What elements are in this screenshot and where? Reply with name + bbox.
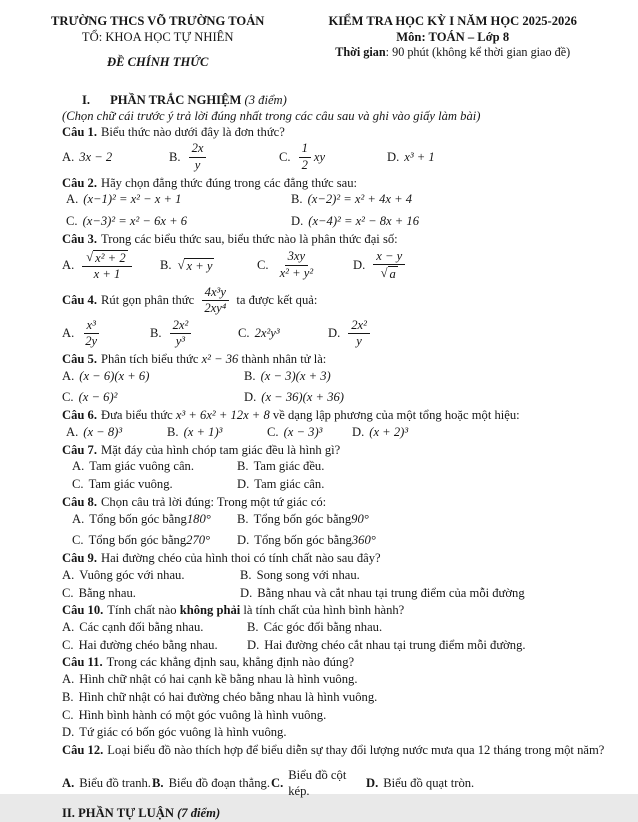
- time-value: : 90 phút (không kể thời gian giao đề): [385, 45, 571, 60]
- option-key: A.: [66, 424, 79, 439]
- math-fraction: [348, 319, 370, 349]
- option-key: D.: [240, 585, 253, 600]
- option: [238, 326, 328, 342]
- math-text: (x−1)² = x² − x + 1: [83, 192, 182, 207]
- question: [62, 176, 612, 230]
- option-key: B.: [152, 775, 164, 790]
- math-text: 2xy⁴: [204, 301, 227, 316]
- math-text: 3x − 2: [79, 149, 113, 164]
- section-2-points: (7 điểm): [173, 806, 221, 821]
- question: [62, 655, 612, 741]
- questions: [62, 125, 612, 800]
- text: Tính chất nào: [107, 603, 180, 618]
- options: [62, 141, 612, 173]
- math-text: x³: [86, 317, 96, 332]
- math-text: (x + 2)³: [369, 424, 409, 439]
- option-key: A.: [62, 368, 75, 383]
- text: Mặt đáy của hình chóp tam giác đều là hình gì?: [101, 442, 341, 457]
- section-1-heading: [62, 93, 612, 109]
- math-text: x + 1: [93, 267, 121, 281]
- options: [66, 192, 612, 229]
- text: Tổng bốn góc bằng: [253, 511, 352, 526]
- math-fraction: [373, 250, 405, 282]
- header-left-block: [22, 14, 293, 71]
- option-key: D.: [237, 477, 250, 492]
- section-1-points: (3 điểm): [241, 93, 287, 108]
- text: Trong các biểu thức sau, biểu thức nào là phân thức đại số:: [101, 231, 398, 246]
- option-key: B.: [240, 567, 252, 582]
- math-text: (x−4)² = x² − 8x + 16: [308, 214, 420, 229]
- question: [62, 125, 612, 174]
- fraction-denominator: [91, 267, 124, 282]
- math-text: 90°: [351, 511, 369, 526]
- option: [62, 249, 160, 283]
- option-key: B.: [150, 326, 162, 340]
- option: [62, 586, 240, 602]
- option-key: A.: [62, 775, 75, 790]
- options: [62, 568, 612, 601]
- question: [62, 285, 612, 350]
- math-text: 1: [301, 141, 308, 156]
- fraction-numerator: [299, 142, 311, 158]
- text: Bằng nhau.: [78, 585, 136, 600]
- option: [328, 318, 612, 350]
- option-key: B.: [169, 149, 181, 164]
- fraction-denominator: [192, 158, 204, 173]
- text: ta được kết quả:: [233, 292, 318, 307]
- question: [62, 743, 612, 799]
- question-stem: [62, 125, 612, 141]
- option: [244, 369, 612, 385]
- option-key: A.: [72, 459, 85, 474]
- math-fraction: [189, 142, 207, 172]
- question-stem: [62, 743, 612, 759]
- section-1-numeral: I.: [82, 93, 91, 108]
- exam-time: [293, 45, 612, 60]
- option-key: C.: [62, 390, 74, 405]
- text: Biểu đồ đoạn thẳng.: [168, 775, 270, 790]
- question-stem: [62, 443, 612, 459]
- math-text: x³ + 1: [404, 149, 435, 164]
- question: [62, 603, 612, 653]
- option-key: D.: [62, 725, 75, 740]
- question-stem: [62, 408, 612, 424]
- text: Trong các khẳng định sau, khẳng định nào đúng?: [106, 655, 355, 670]
- option: [62, 690, 612, 706]
- text: Các cạnh đối bằng nhau.: [79, 619, 204, 634]
- math-text: (x−2)² = x² + 4x + 4: [307, 192, 413, 207]
- math-text: 2x: [191, 141, 204, 156]
- question-label: Câu 4.: [62, 292, 97, 307]
- text: Tam giác đều.: [253, 459, 325, 474]
- fraction-denominator: [377, 265, 402, 281]
- option: [240, 586, 612, 602]
- option: [62, 390, 244, 406]
- option: [62, 369, 244, 385]
- text: Đưa biểu thức: [101, 408, 176, 423]
- math-fraction: [201, 286, 229, 316]
- text: Tổng bốn góc bằng: [88, 533, 187, 548]
- question-stem: [62, 655, 612, 671]
- option: [62, 620, 247, 636]
- question-stem: [62, 352, 612, 368]
- option-key: C.: [271, 775, 284, 790]
- math-text: 2y: [85, 334, 98, 349]
- option: [150, 318, 238, 350]
- math-fraction: [170, 319, 192, 349]
- math-text: 2x²y³: [254, 326, 280, 340]
- option-key: A.: [62, 257, 75, 272]
- math-text: 4x³y: [204, 284, 226, 299]
- math-text: y³: [175, 334, 186, 349]
- question-label: Câu 9.: [62, 551, 97, 566]
- option-key: D.: [291, 214, 304, 229]
- option: [62, 318, 150, 350]
- text: Tứ giác có bốn góc vuông là hình vuông.: [79, 725, 287, 740]
- option-key: B.: [237, 459, 249, 474]
- option-key: D.: [237, 533, 250, 548]
- option: [62, 725, 612, 741]
- math-text: y: [356, 334, 362, 349]
- math-text: x² − 36: [201, 351, 239, 366]
- question-label: Câu 8.: [62, 494, 97, 509]
- radicand: [388, 266, 398, 281]
- section-2-heading: [62, 806, 612, 822]
- math-text: 2: [301, 158, 308, 172]
- option: [237, 459, 612, 475]
- option-key: D.: [352, 424, 365, 439]
- question: [62, 495, 612, 549]
- text: Các góc đối bằng nhau.: [263, 619, 383, 634]
- question-label: Câu 12.: [62, 743, 104, 758]
- option-key: C.: [267, 424, 279, 439]
- question-label: Câu 10.: [62, 603, 104, 618]
- option: [291, 192, 612, 208]
- text: Biểu đồ tranh.: [79, 775, 151, 790]
- math-text: (x − 3)(x + 3): [260, 368, 331, 383]
- option-key: C.: [257, 257, 269, 272]
- option: [62, 672, 612, 688]
- option: [387, 150, 612, 166]
- school-name: TRƯỜNG THCS VÕ TRƯỜNG TOẢN: [50, 14, 265, 28]
- text: về dạng lập phương của một tổng hoặc một hiệu:: [269, 408, 520, 423]
- option-key: B.: [167, 424, 179, 439]
- math-fraction: [277, 250, 317, 280]
- option-key: A.: [62, 619, 75, 634]
- text: Hình chữ nhật có hai cạnh kề bằng nhau là hình vuông.: [79, 672, 358, 687]
- option-key: B.: [160, 257, 172, 272]
- option: [244, 390, 612, 406]
- math-fraction: [82, 250, 131, 282]
- math-text: (x − 36)(x + 36): [261, 390, 344, 405]
- question-label: Câu 5.: [62, 351, 97, 366]
- option: [237, 477, 612, 493]
- question: [62, 551, 612, 601]
- math-text: x² + y²: [279, 266, 314, 281]
- options: [62, 249, 612, 283]
- option-key: A.: [66, 192, 79, 207]
- option-key: C.: [62, 585, 74, 600]
- department-name: TỔ: KHOA HỌC TỰ NHIÊN: [81, 29, 234, 44]
- section-1-title: PHẦN TRẮC NGHIỆM: [110, 93, 242, 108]
- options: [66, 425, 612, 441]
- text: Tổng bốn góc bằng: [254, 533, 352, 548]
- math-text: x − y: [376, 248, 403, 263]
- option: [66, 192, 291, 208]
- option: [66, 214, 291, 230]
- option: [240, 568, 612, 584]
- option-key: A.: [62, 672, 75, 687]
- text: Hình chữ nhật có hai đường chéo bằng nhau là hình vuông.: [78, 689, 378, 704]
- option: [279, 141, 387, 173]
- text: Tam giác vuông cân.: [89, 459, 194, 474]
- math-text: a: [389, 267, 396, 282]
- option-key: D.: [328, 326, 341, 340]
- math-text: (x − 3)³: [283, 424, 323, 439]
- question: [62, 352, 612, 406]
- text: Hãy chọn đẳng thức đúng trong các đẳng thức sau:: [101, 175, 358, 190]
- option-key: B.: [62, 689, 74, 704]
- option: [62, 708, 612, 724]
- math-fraction: [82, 319, 100, 349]
- math-text: y: [194, 158, 201, 172]
- header-right-block: [293, 14, 612, 71]
- option: [72, 533, 237, 549]
- question-label: Câu 1.: [62, 124, 97, 139]
- option-key: A.: [62, 567, 75, 582]
- option: [291, 214, 612, 230]
- option: [237, 512, 612, 528]
- text: Tổng bốn góc bằng: [89, 511, 187, 526]
- math-text: (x − 6)(x + 6): [79, 368, 150, 383]
- option: [247, 620, 612, 636]
- option: [66, 425, 167, 441]
- question-stem: [62, 551, 612, 567]
- math-text: 2x²: [351, 317, 367, 332]
- option-key: C.: [279, 149, 291, 164]
- official-exam-label: ĐỀ CHÍNH THỨC: [106, 55, 209, 70]
- option-key: C.: [66, 214, 78, 229]
- question-stem: [62, 232, 612, 248]
- option: [72, 512, 237, 528]
- time-label: Thời gian: [335, 45, 386, 60]
- option-key: B.: [291, 192, 303, 207]
- fraction-numerator: [202, 286, 229, 302]
- math-sqrt: [86, 250, 127, 265]
- question-stem: [62, 176, 612, 192]
- text: Biểu thức nào dưới đây là đơn thức?: [101, 124, 285, 139]
- options: [62, 672, 612, 741]
- question-label: Câu 3.: [62, 231, 97, 246]
- text: Phân tích biểu thức: [101, 351, 202, 366]
- options: [62, 369, 612, 406]
- option-key: A.: [62, 326, 75, 340]
- text: Biểu đồ cột kép.: [288, 767, 347, 798]
- fraction-denominator: [201, 301, 229, 316]
- option: [169, 141, 279, 173]
- option-key: B.: [237, 511, 249, 526]
- text: Song song với nhau.: [256, 567, 360, 582]
- text: Tam giác vuông.: [88, 477, 173, 492]
- math-text: x² + 2: [95, 250, 126, 265]
- option: [257, 249, 353, 281]
- option-key: C.: [238, 326, 250, 340]
- text: Loại biểu đồ nào thích hợp để biểu diễn sự thay đổi lượng nước mưa qua 12 tháng trong một năm?: [107, 743, 605, 758]
- text: Hai đường chéo cắt nhau tại trung điểm mỗi đường.: [264, 637, 526, 652]
- question-label: Câu 7.: [62, 442, 97, 457]
- question: [62, 408, 612, 440]
- option: [167, 425, 267, 441]
- section-1-instruction: (Chọn chữ cái trước ý trả lời đúng nhất trong các câu sau và ghi vào giấy làm bài): [62, 108, 481, 123]
- math-text: 270°: [186, 533, 211, 548]
- question: [62, 443, 612, 493]
- bold-text: không phải: [179, 603, 241, 618]
- fraction-denominator: [353, 334, 365, 349]
- math-text: 180°: [186, 511, 211, 526]
- fraction-denominator: [277, 266, 317, 281]
- option: [62, 568, 240, 584]
- option-key: B.: [247, 619, 259, 634]
- math-text: (x − 8)³: [83, 424, 123, 439]
- fraction-denominator: [173, 334, 188, 349]
- text: Bằng nhau và cắt nhau tại trung điểm của mỗi đường: [257, 585, 525, 600]
- option-key: D.: [244, 390, 257, 405]
- radical-icon: √: [86, 249, 94, 264]
- options: [72, 459, 612, 492]
- option-key: A.: [62, 149, 75, 164]
- fraction-numerator: [189, 142, 207, 158]
- math-text: 360°: [351, 533, 376, 548]
- option: [247, 638, 612, 654]
- option: [72, 477, 237, 493]
- option: [353, 249, 612, 283]
- text: là tính chất của hình bình hành?: [240, 603, 405, 618]
- option: [271, 768, 366, 799]
- radical-icon: √: [177, 257, 185, 272]
- radical-icon: √: [380, 266, 388, 281]
- option-key: C.: [72, 477, 84, 492]
- option-key: D.: [387, 149, 400, 164]
- document-header: [22, 14, 612, 71]
- exam-title: KIỂM TRA HỌC KỲ I NĂM HỌC 2025-2026: [328, 14, 577, 28]
- math-text: x³ + 6x² + 12x + 8: [175, 408, 270, 423]
- math-text: x + y: [186, 258, 213, 273]
- option: [152, 776, 271, 792]
- options: [62, 318, 612, 350]
- option: [352, 425, 612, 441]
- text: Vuông góc với nhau.: [79, 567, 185, 582]
- text: Tam giác cân.: [254, 477, 325, 492]
- math-fraction: [299, 142, 311, 172]
- option: [267, 425, 352, 441]
- text: Chọn câu trả lời đúng: Trong một tứ giác có:: [101, 494, 327, 509]
- fraction-numerator: [373, 250, 405, 266]
- option: [62, 150, 169, 166]
- text: Hai đường chéo bằng nhau.: [78, 637, 218, 652]
- text: Hai đường chéo của hình thoi có tính chất nào sau đây?: [101, 551, 381, 566]
- section-2-title: II. PHẦN TỰ LUẬN: [62, 806, 174, 821]
- options: [62, 620, 612, 653]
- option-key: C.: [62, 707, 74, 722]
- math-text: 2x²: [172, 317, 189, 332]
- math-text: (x−3)² = x² − 6x + 6: [82, 214, 188, 229]
- math-text: (x − 6)²: [78, 390, 118, 405]
- options: [72, 512, 612, 549]
- options: [62, 768, 612, 799]
- option: [160, 258, 257, 274]
- fraction-denominator: [299, 158, 311, 173]
- option-key: D.: [353, 257, 366, 272]
- option: [366, 776, 612, 792]
- option-key: A.: [72, 511, 85, 526]
- option-key: D.: [247, 637, 260, 652]
- question-label: Câu 2.: [62, 175, 97, 190]
- fraction-numerator: [82, 250, 131, 267]
- option: [62, 776, 152, 792]
- fraction-numerator: [170, 319, 192, 335]
- question-label: Câu 6.: [62, 408, 97, 423]
- radicand: [184, 258, 214, 273]
- radicand: [93, 250, 127, 265]
- option-key: C.: [72, 533, 84, 548]
- text: Hình bình hành có một góc vuông là hình vuông.: [78, 707, 327, 722]
- question-stem: [62, 285, 612, 317]
- question-stem: [62, 603, 612, 619]
- fraction-numerator: [348, 319, 370, 335]
- option-key: C.: [62, 637, 74, 652]
- text: Biểu đồ quạt tròn.: [383, 775, 475, 790]
- question-label: Câu 11.: [62, 655, 103, 670]
- exam-subject: Môn: TOÁN – Lớp 8: [396, 29, 510, 44]
- option-key: B.: [244, 368, 256, 383]
- fraction-numerator: [84, 319, 99, 335]
- text: thành nhân tử là:: [238, 351, 327, 366]
- math-text: (x + 1)³: [183, 424, 223, 439]
- question: [62, 232, 612, 283]
- option: [72, 459, 237, 475]
- question-stem: [62, 495, 612, 511]
- math-text: xy: [313, 149, 326, 164]
- option: [62, 638, 247, 654]
- fraction-numerator: [285, 250, 308, 266]
- option-key: D.: [366, 775, 379, 790]
- fraction-denominator: [82, 334, 100, 349]
- math-sqrt: [381, 266, 398, 281]
- text: Rút gọn phân thức: [101, 292, 198, 307]
- math-text: 3xy: [287, 249, 306, 264]
- math-sqrt: [178, 258, 215, 273]
- option: [237, 533, 612, 549]
